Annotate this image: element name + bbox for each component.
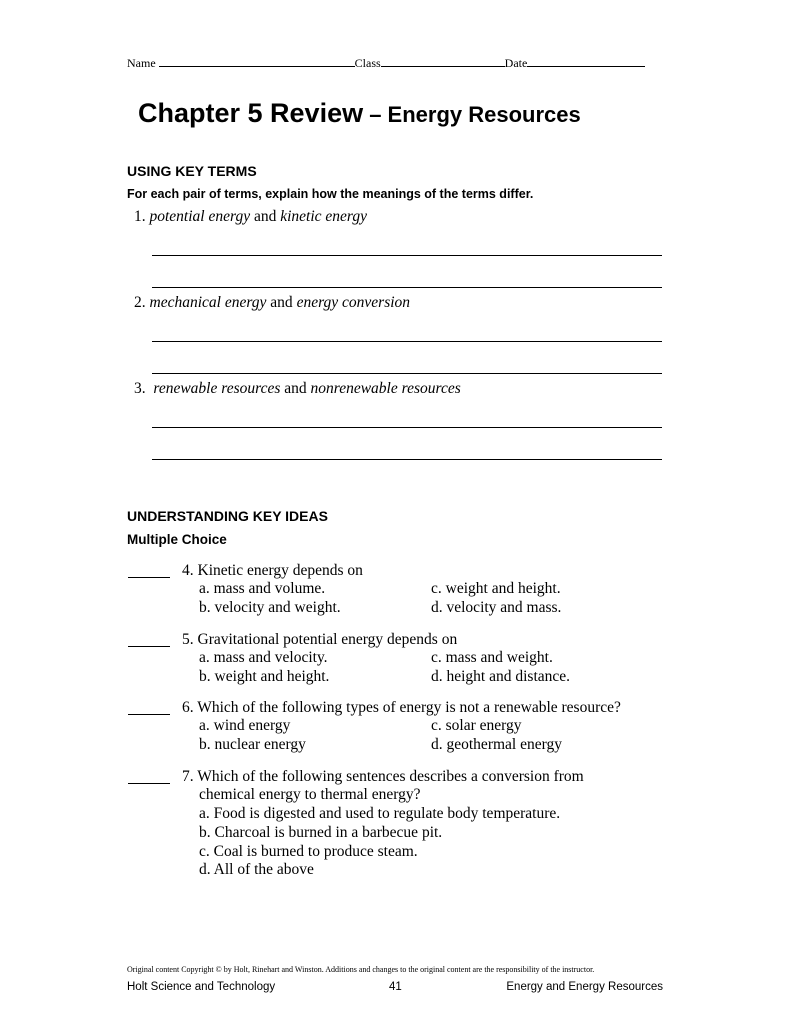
term-item-3 bbox=[134, 380, 461, 398]
choice-a: a. wind energy bbox=[199, 717, 291, 734]
item-number: 3. bbox=[134, 380, 154, 397]
name-field[interactable] bbox=[159, 54, 355, 67]
answer-blank-q5[interactable] bbox=[128, 646, 170, 647]
answer-line[interactable] bbox=[152, 373, 662, 374]
choice-c: c. solar energy bbox=[431, 717, 522, 734]
term-b: energy conversion bbox=[296, 294, 411, 311]
term-connector: and bbox=[266, 294, 297, 311]
choice-d: d. height and distance. bbox=[431, 668, 571, 685]
section-instruction: For each pair of terms, explain how the meanings of the terms differ. bbox=[127, 187, 534, 201]
name-label: Name bbox=[127, 56, 156, 70]
choice-d: d. All of the above bbox=[199, 861, 314, 878]
item-number: 1. bbox=[134, 208, 150, 225]
choice-c: c. Coal is burned to produce steam. bbox=[199, 843, 418, 860]
page-number: 41 bbox=[389, 981, 402, 993]
title-sub: – Energy Resources bbox=[363, 102, 581, 127]
answer-blank-q4[interactable] bbox=[128, 577, 170, 578]
term-connector: and bbox=[250, 208, 281, 225]
question-stem-continued: chemical energy to thermal energy? bbox=[199, 786, 421, 803]
answer-line[interactable] bbox=[152, 341, 662, 342]
choice-b: b. weight and height. bbox=[199, 668, 330, 685]
choice-b: b. velocity and weight. bbox=[199, 599, 341, 616]
choice-d: d. geothermal energy bbox=[431, 736, 562, 753]
class-label: Class bbox=[354, 56, 381, 70]
answer-line[interactable] bbox=[152, 427, 662, 428]
term-a: renewable resources bbox=[153, 380, 281, 397]
term-a: potential energy bbox=[149, 208, 251, 225]
footer-left: Holt Science and Technology bbox=[127, 981, 276, 993]
question-stem: 4. Kinetic energy depends on bbox=[182, 562, 363, 579]
choice-b: b. Charcoal is burned in a barbecue pit. bbox=[199, 824, 443, 841]
term-a: mechanical energy bbox=[149, 294, 267, 311]
answer-blank-q7[interactable] bbox=[128, 783, 170, 784]
date-label: Date bbox=[504, 56, 528, 70]
section-subheading: Multiple Choice bbox=[127, 532, 227, 547]
term-item-2 bbox=[134, 294, 410, 312]
header-row bbox=[127, 54, 645, 71]
answer-line[interactable] bbox=[152, 459, 662, 460]
term-item-1 bbox=[134, 208, 367, 226]
term-connector: and bbox=[280, 380, 311, 397]
answer-line[interactable] bbox=[152, 255, 662, 256]
choice-c: c. weight and height. bbox=[431, 580, 561, 597]
section-heading-key-terms: USING KEY TERMS bbox=[127, 163, 257, 179]
choice-d: d. velocity and mass. bbox=[431, 599, 562, 616]
question-stem: 7. Which of the following sentences describes a conversion from bbox=[182, 768, 584, 785]
choice-a: a. mass and velocity. bbox=[199, 649, 328, 666]
item-number: 2. bbox=[134, 294, 150, 311]
choice-a: a. Food is digested and used to regulate body temperature. bbox=[199, 805, 561, 822]
copyright-notice: Original content Copyright © by Holt, Rinehart and Winston. Additions and changes to the original content are the responsibility of the instructor. bbox=[127, 965, 595, 974]
date-field[interactable] bbox=[527, 54, 645, 67]
class-field[interactable] bbox=[381, 54, 505, 67]
question-stem: 6. Which of the following types of energy is not a renewable resource? bbox=[182, 699, 621, 716]
section-heading-key-ideas: UNDERSTANDING KEY IDEAS bbox=[127, 508, 328, 524]
title-main: Chapter 5 Review bbox=[138, 98, 364, 128]
page-title bbox=[138, 98, 581, 129]
footer-right: Energy and Energy Resources bbox=[506, 981, 663, 993]
choice-c: c. mass and weight. bbox=[431, 649, 553, 666]
question-stem: 5. Gravitational potential energy depends on bbox=[182, 631, 458, 648]
term-b: nonrenewable resources bbox=[310, 380, 461, 397]
choice-b: b. nuclear energy bbox=[199, 736, 306, 753]
answer-blank-q6[interactable] bbox=[128, 714, 170, 715]
term-b: kinetic energy bbox=[280, 208, 367, 225]
choice-a: a. mass and volume. bbox=[199, 580, 326, 597]
answer-line[interactable] bbox=[152, 287, 662, 288]
